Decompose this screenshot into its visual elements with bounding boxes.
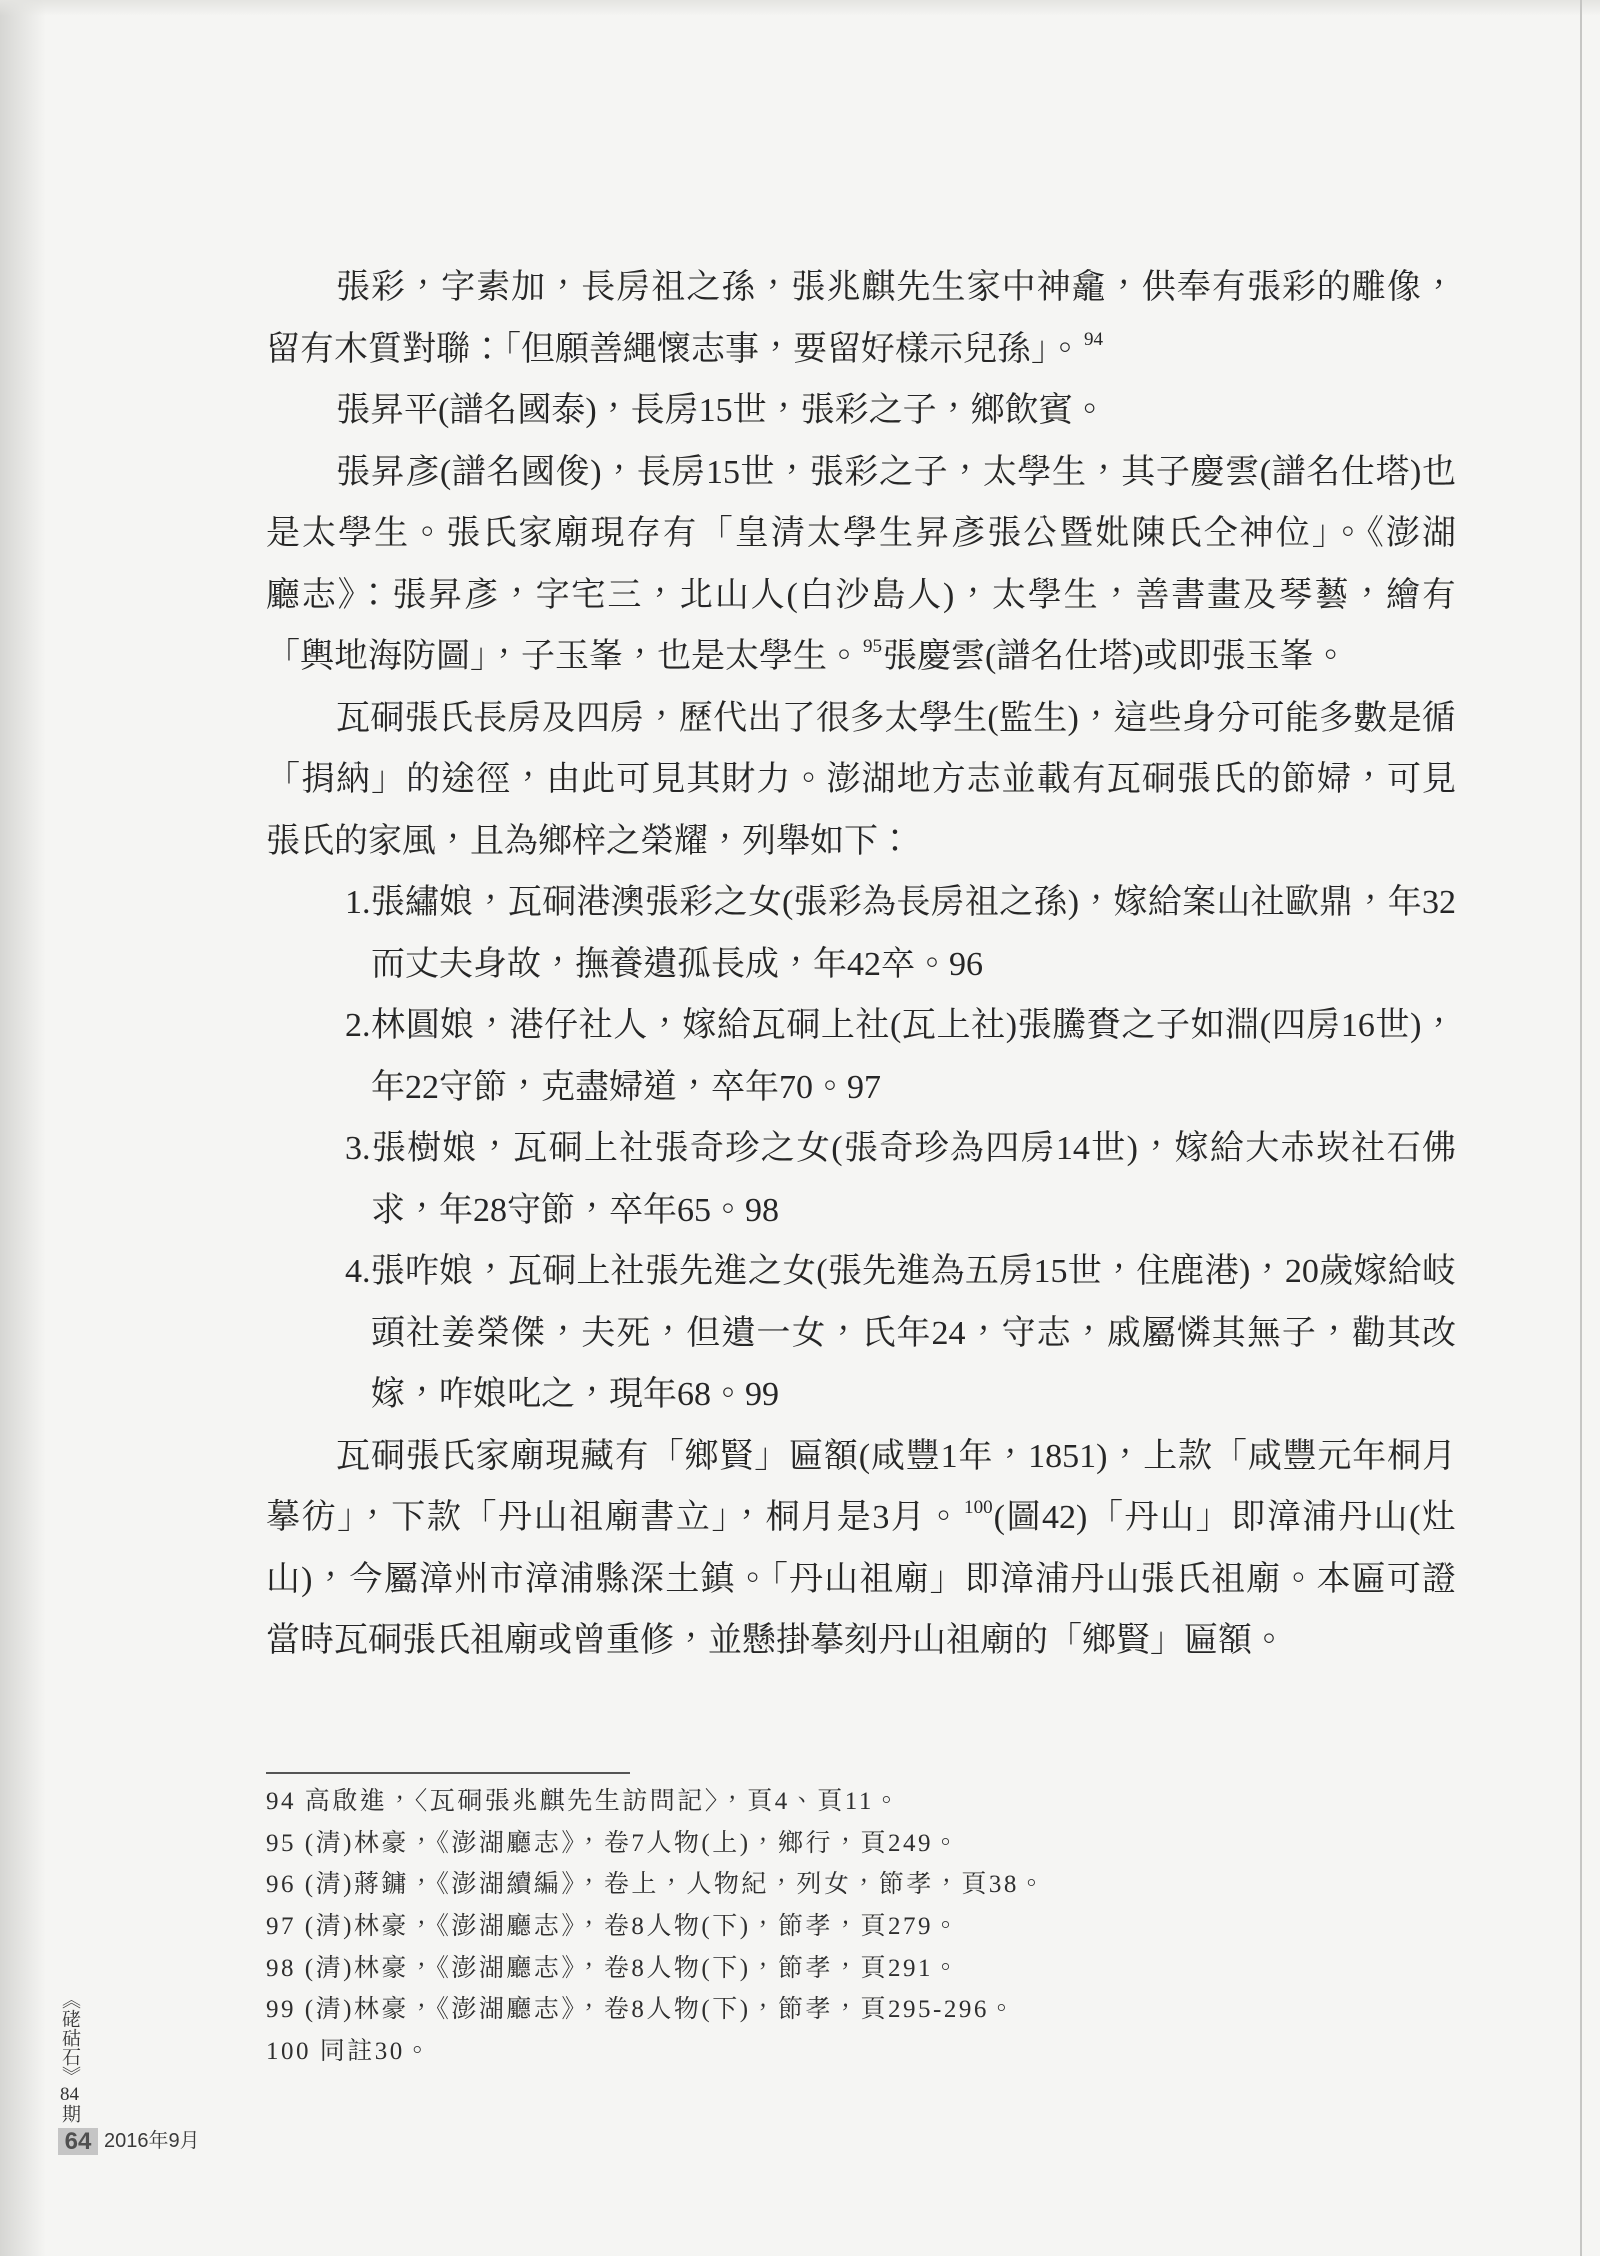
list-line: 頭社姜榮傑，夫死，但遺一女，氏年24，守志，戚屬憐其無子，勸其改 — [371, 1314, 1456, 1352]
text-segment: 「輿地海防圖」，子玉峯，也是太學生。 — [266, 638, 861, 675]
scan-edge-shadow-top — [0, 0, 1600, 16]
journal-title: 《硓𥑮石》 — [59, 1990, 80, 2085]
text-segment: (圖42)「丹山」即漳浦丹山(灶 — [993, 1499, 1457, 1536]
paragraph-intro-list — [266, 688, 1456, 873]
text-line: 山)，今屬漳州市漳浦縣深土鎮。「丹山祖廟」即漳浦丹山張氏祖廟。本匾可證 — [266, 1560, 1456, 1598]
text-line: 廳志》：張昇彥，字宅三，北山人(白沙島人)，太學生，善書畫及琴藝，繪有 — [266, 576, 1456, 614]
footnote-100 — [266, 2031, 1456, 2073]
list-line: 而丈夫身故，撫養遺孤長成，年42卒。96 — [371, 945, 983, 983]
paragraph-zhang-shengping — [266, 380, 1456, 442]
paragraph-zhang-shengyan — [266, 442, 1456, 688]
text-line: 張昇平(譜名國泰)，長房15世，張彩之子，鄉飲賓。 — [336, 392, 1107, 429]
text-segment: 摹彷」，下款「丹山祖廟書立」，桐月是3月。 — [266, 1499, 963, 1536]
footnote-text: (清)林豪，《澎湖廳志》，卷8人物(下)，節孝，頁291。 — [304, 1954, 961, 1982]
page-number: 64 — [58, 2128, 98, 2155]
text-line: 張昇彥(譜名國俊)，長房15世，張彩之子，太學生，其子慶雲(譜名仕塔)也 — [336, 453, 1456, 491]
text-line — [266, 319, 1456, 381]
footnote-text: (清)林豪，《澎湖廳志》，卷8人物(下)，節孝，頁279。 — [304, 1913, 961, 1941]
footnote-separator — [266, 1772, 630, 1774]
list-line: 3.張樹娘，瓦硐上社張奇珍之女(張奇珍為四房14世)，嫁給大赤崁社石佛 — [345, 1130, 1456, 1167]
list-item-3 — [266, 1118, 1456, 1241]
footnote-number: 97 — [266, 1913, 296, 1941]
footnote-number: 94 — [266, 1788, 296, 1815]
list-line: 求，年28守節，卒年65。98 — [371, 1191, 779, 1229]
text-line: 瓦硐張氏長房及四房，歷代出了很多太學生(監生)，這些身分可能多數是循 — [336, 699, 1456, 737]
issue-date: 2016年9月 — [104, 2130, 200, 2152]
list-line: 年22守節，克盡婦道，卒年70。97 — [371, 1068, 881, 1106]
paragraph-xiangxian-plaque — [266, 1426, 1456, 1672]
footnote-text: 同註30。 — [319, 2038, 433, 2066]
footnote-97 — [266, 1906, 1456, 1948]
paragraph-zhang-cai — [266, 257, 1456, 380]
list-line: 2.林圓娘，港仔社人，嫁給瓦硐上社(瓦上社)張騰賚之子如淵(四房16世)， — [345, 1007, 1456, 1044]
text-line: 當時瓦硐張氏祖廟或曾重修，並懸掛摹刻丹山祖廟的「鄉賢」匾額。 — [266, 1622, 1286, 1659]
list-line: 4.張咋娘，瓦硐上社張先進之女(張先進為五房15世，住鹿港)，20歲嫁給岐 — [345, 1253, 1456, 1290]
issue-number: 84 — [60, 2085, 79, 2104]
text-line — [266, 1487, 1456, 1549]
footnote-ref-94: 94 — [1084, 328, 1104, 350]
footnote-96 — [266, 1864, 1456, 1906]
text-segment: 留有木質對聯：「但願善繩懷志事，要留好樣示兒孫」。 — [266, 330, 1082, 368]
text-line: 是太學生。張氏家廟現存有「皇清太學生昇彥張公暨妣陳氏仝神位」。《澎湖 — [266, 515, 1456, 552]
scan-edge-line-right — [1580, 0, 1582, 2256]
article-body — [266, 257, 1456, 1672]
footnote-ref-100: 100 — [964, 1497, 993, 1519]
footnote-text: (清)林豪，《澎湖廳志》，卷7人物(上)，鄉行，頁249。 — [304, 1829, 961, 1857]
list-line: 1.張繡娘，瓦硐港澳張彩之女(張彩為長房祖之孫)，嫁給案山社歐鼎，年32 — [345, 884, 1456, 921]
journal-title-vertical — [56, 1990, 82, 2123]
footnotes — [266, 1781, 1456, 2073]
footnote-94 — [266, 1781, 1456, 1823]
issue-suffix: 期 — [59, 2104, 80, 2123]
list-line: 嫁，咋娘叱之，現年68。99 — [371, 1376, 779, 1413]
list-item-1 — [266, 872, 1456, 995]
footnote-number: 95 — [266, 1829, 296, 1857]
text-line: 張氏的家風，且為鄉梓之榮耀，列舉如下： — [266, 822, 912, 860]
text-line — [266, 626, 1456, 688]
virtuous-women-list — [266, 872, 1456, 1426]
footnote-95 — [266, 1823, 1456, 1865]
list-item-2 — [266, 995, 1456, 1118]
list-item-4 — [266, 1241, 1456, 1426]
footnote-text: (清)林豪，《澎湖廳志》，卷8人物(下)，節孝，頁295-296。 — [304, 1996, 1017, 2024]
footnote-number: 100 — [266, 2038, 311, 2066]
text-line: 「捐納」的途徑，由此可見其財力。澎湖地方志並載有瓦硐張氏的節婦，可見 — [266, 761, 1456, 798]
footnote-text: 高啟進，〈瓦硐張兆麒先生訪問記〉，頁4、頁11。 — [304, 1788, 902, 1815]
text-line: 張彩，字素加，長房祖之孫，張兆麒先生家中神龕，供奉有張彩的雕像， — [336, 269, 1456, 306]
footnote-ref-95: 95 — [863, 636, 883, 658]
footnote-number: 96 — [266, 1871, 296, 1899]
footnote-98 — [266, 1948, 1456, 1990]
text-line: 瓦硐張氏家廟現藏有「鄉賢」匾額(咸豐1年，1851)，上款「咸豐元年桐月 — [336, 1437, 1456, 1475]
footnote-number: 98 — [266, 1954, 296, 1982]
text-segment: 張慶雲(譜名仕塔)或即張玉峯。 — [883, 638, 1348, 675]
footnote-text: (清)蔣鏞，《澎湖續編》，卷上，人物紀，列女，節孝，頁38。 — [304, 1871, 1047, 1899]
footnote-99 — [266, 1989, 1456, 2031]
footnote-number: 99 — [266, 1996, 296, 2024]
scan-edge-shadow-left — [0, 0, 46, 2256]
